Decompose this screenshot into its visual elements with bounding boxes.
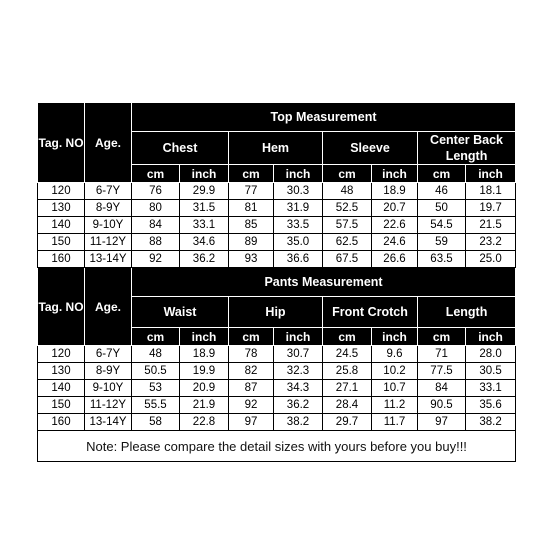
tag-no-header: Tag. NO [38,268,85,346]
table-cell: 120 [38,346,85,363]
table-cell: 50.5 [132,363,180,380]
table-cell: 11.7 [372,414,418,431]
table-cell: 97 [229,414,274,431]
table-cell: 80 [132,200,180,217]
table-cell: 33.5 [274,217,323,234]
table-cell: 27.1 [323,380,372,397]
table-cell: 13-14Y [85,414,132,431]
table-cell: 48 [132,346,180,363]
table-cell: 140 [38,217,85,234]
cm-unit-header: cm [229,328,274,346]
inch-unit-header: inch [180,165,229,183]
table-cell: 31.9 [274,200,323,217]
cm-unit-header: cm [229,165,274,183]
table-cell: 58 [132,414,180,431]
table-cell: 85 [229,217,274,234]
table-cell: 18.9 [372,183,418,200]
top-title-row [38,103,516,132]
table-cell: 150 [38,234,85,251]
table-cell: 38.2 [466,414,516,431]
cm-unit-header: cm [418,165,466,183]
size-chart [37,102,515,462]
pants-group-header: Hip [229,297,323,328]
table-row [38,217,516,234]
table-cell: 62.5 [323,234,372,251]
table-cell: 11.2 [372,397,418,414]
pants-group-header: Waist [132,297,229,328]
table-cell: 48 [323,183,372,200]
note-row [38,431,516,462]
tag-no-header: Tag. NO [38,103,85,183]
table-row [38,397,516,414]
table-cell: 9-10Y [85,380,132,397]
inch-unit-header: inch [372,328,418,346]
table-cell: 63.5 [418,251,466,268]
pants-section-title: Pants Measurement [132,268,516,297]
table-cell: 120 [38,183,85,200]
table-cell: 92 [132,251,180,268]
table-cell: 22.6 [372,217,418,234]
table-cell: 130 [38,363,85,380]
table-cell: 160 [38,251,85,268]
table-cell: 93 [229,251,274,268]
top-group-header: Hem [229,132,323,165]
table-cell: 28.0 [466,346,516,363]
table-cell: 35.6 [466,397,516,414]
inch-unit-header: inch [466,165,516,183]
table-row [38,414,516,431]
cm-unit-header: cm [323,165,372,183]
table-cell: 18.1 [466,183,516,200]
table-cell: 50 [418,200,466,217]
table-cell: 8-9Y [85,363,132,380]
cm-unit-header: cm [323,328,372,346]
table-cell: 78 [229,346,274,363]
table-cell: 24.6 [372,234,418,251]
pants-group-header: Length [418,297,516,328]
table-cell: 13-14Y [85,251,132,268]
table-cell: 59 [418,234,466,251]
age-header: Age. [85,103,132,183]
table-cell: 19.7 [466,200,516,217]
table-cell: 10.2 [372,363,418,380]
table-cell: 31.5 [180,200,229,217]
table-cell: 150 [38,397,85,414]
table-cell: 34.3 [274,380,323,397]
note-text: Note: Please compare the detail sizes with yours before you buy!!! [38,431,516,462]
pants-group-header: Front Crotch [323,297,418,328]
age-header: Age. [85,268,132,346]
table-cell: 84 [132,217,180,234]
table-cell: 18.9 [180,346,229,363]
table-cell: 9-10Y [85,217,132,234]
table-cell: 36.2 [180,251,229,268]
inch-unit-header: inch [180,328,229,346]
table-cell: 34.6 [180,234,229,251]
table-cell: 25.8 [323,363,372,380]
table-cell: 21.5 [466,217,516,234]
table-cell: 53 [132,380,180,397]
inch-unit-header: inch [466,328,516,346]
table-cell: 10.7 [372,380,418,397]
table-cell: 89 [229,234,274,251]
table-cell: 33.1 [180,217,229,234]
table-cell: 21.9 [180,397,229,414]
table-cell: 77.5 [418,363,466,380]
table-cell: 76 [132,183,180,200]
table-row [38,363,516,380]
table-cell: 26.6 [372,251,418,268]
size-table [37,102,516,462]
table-cell: 81 [229,200,274,217]
table-cell: 67.5 [323,251,372,268]
table-cell: 30.7 [274,346,323,363]
inch-unit-header: inch [274,328,323,346]
table-cell: 36.2 [274,397,323,414]
table-cell: 20.9 [180,380,229,397]
table-cell: 23.2 [466,234,516,251]
table-row [38,346,516,363]
table-cell: 32.3 [274,363,323,380]
table-cell: 29.9 [180,183,229,200]
top-section-title: Top Measurement [132,103,516,132]
table-cell: 97 [418,414,466,431]
table-cell: 33.1 [466,380,516,397]
cm-unit-header: cm [132,165,180,183]
table-row [38,380,516,397]
table-cell: 55.5 [132,397,180,414]
table-cell: 84 [418,380,466,397]
table-row [38,183,516,200]
table-cell: 88 [132,234,180,251]
table-row [38,251,516,268]
table-cell: 9.6 [372,346,418,363]
table-cell: 36.6 [274,251,323,268]
pants-title-row [38,268,516,297]
inch-unit-header: inch [372,165,418,183]
table-cell: 29.7 [323,414,372,431]
table-cell: 77 [229,183,274,200]
table-cell: 35.0 [274,234,323,251]
table-cell: 87 [229,380,274,397]
table-cell: 130 [38,200,85,217]
top-group-header: Center Back Length [418,132,516,165]
table-row [38,200,516,217]
table-cell: 82 [229,363,274,380]
inch-unit-header: inch [274,165,323,183]
table-cell: 92 [229,397,274,414]
table-cell: 6-7Y [85,346,132,363]
table-cell: 46 [418,183,466,200]
table-cell: 30.3 [274,183,323,200]
table-cell: 54.5 [418,217,466,234]
cm-unit-header: cm [418,328,466,346]
table-cell: 19.9 [180,363,229,380]
table-cell: 57.5 [323,217,372,234]
table-cell: 25.0 [466,251,516,268]
table-row [38,234,516,251]
table-cell: 8-9Y [85,200,132,217]
table-cell: 28.4 [323,397,372,414]
top-group-header: Chest [132,132,229,165]
table-cell: 71 [418,346,466,363]
table-cell: 38.2 [274,414,323,431]
table-cell: 52.5 [323,200,372,217]
table-cell: 160 [38,414,85,431]
table-cell: 22.8 [180,414,229,431]
cm-unit-header: cm [132,328,180,346]
table-cell: 20.7 [372,200,418,217]
table-cell: 140 [38,380,85,397]
table-cell: 24.5 [323,346,372,363]
table-cell: 30.5 [466,363,516,380]
table-cell: 90.5 [418,397,466,414]
table-cell: 11-12Y [85,234,132,251]
table-cell: 11-12Y [85,397,132,414]
top-group-header: Sleeve [323,132,418,165]
table-cell: 6-7Y [85,183,132,200]
